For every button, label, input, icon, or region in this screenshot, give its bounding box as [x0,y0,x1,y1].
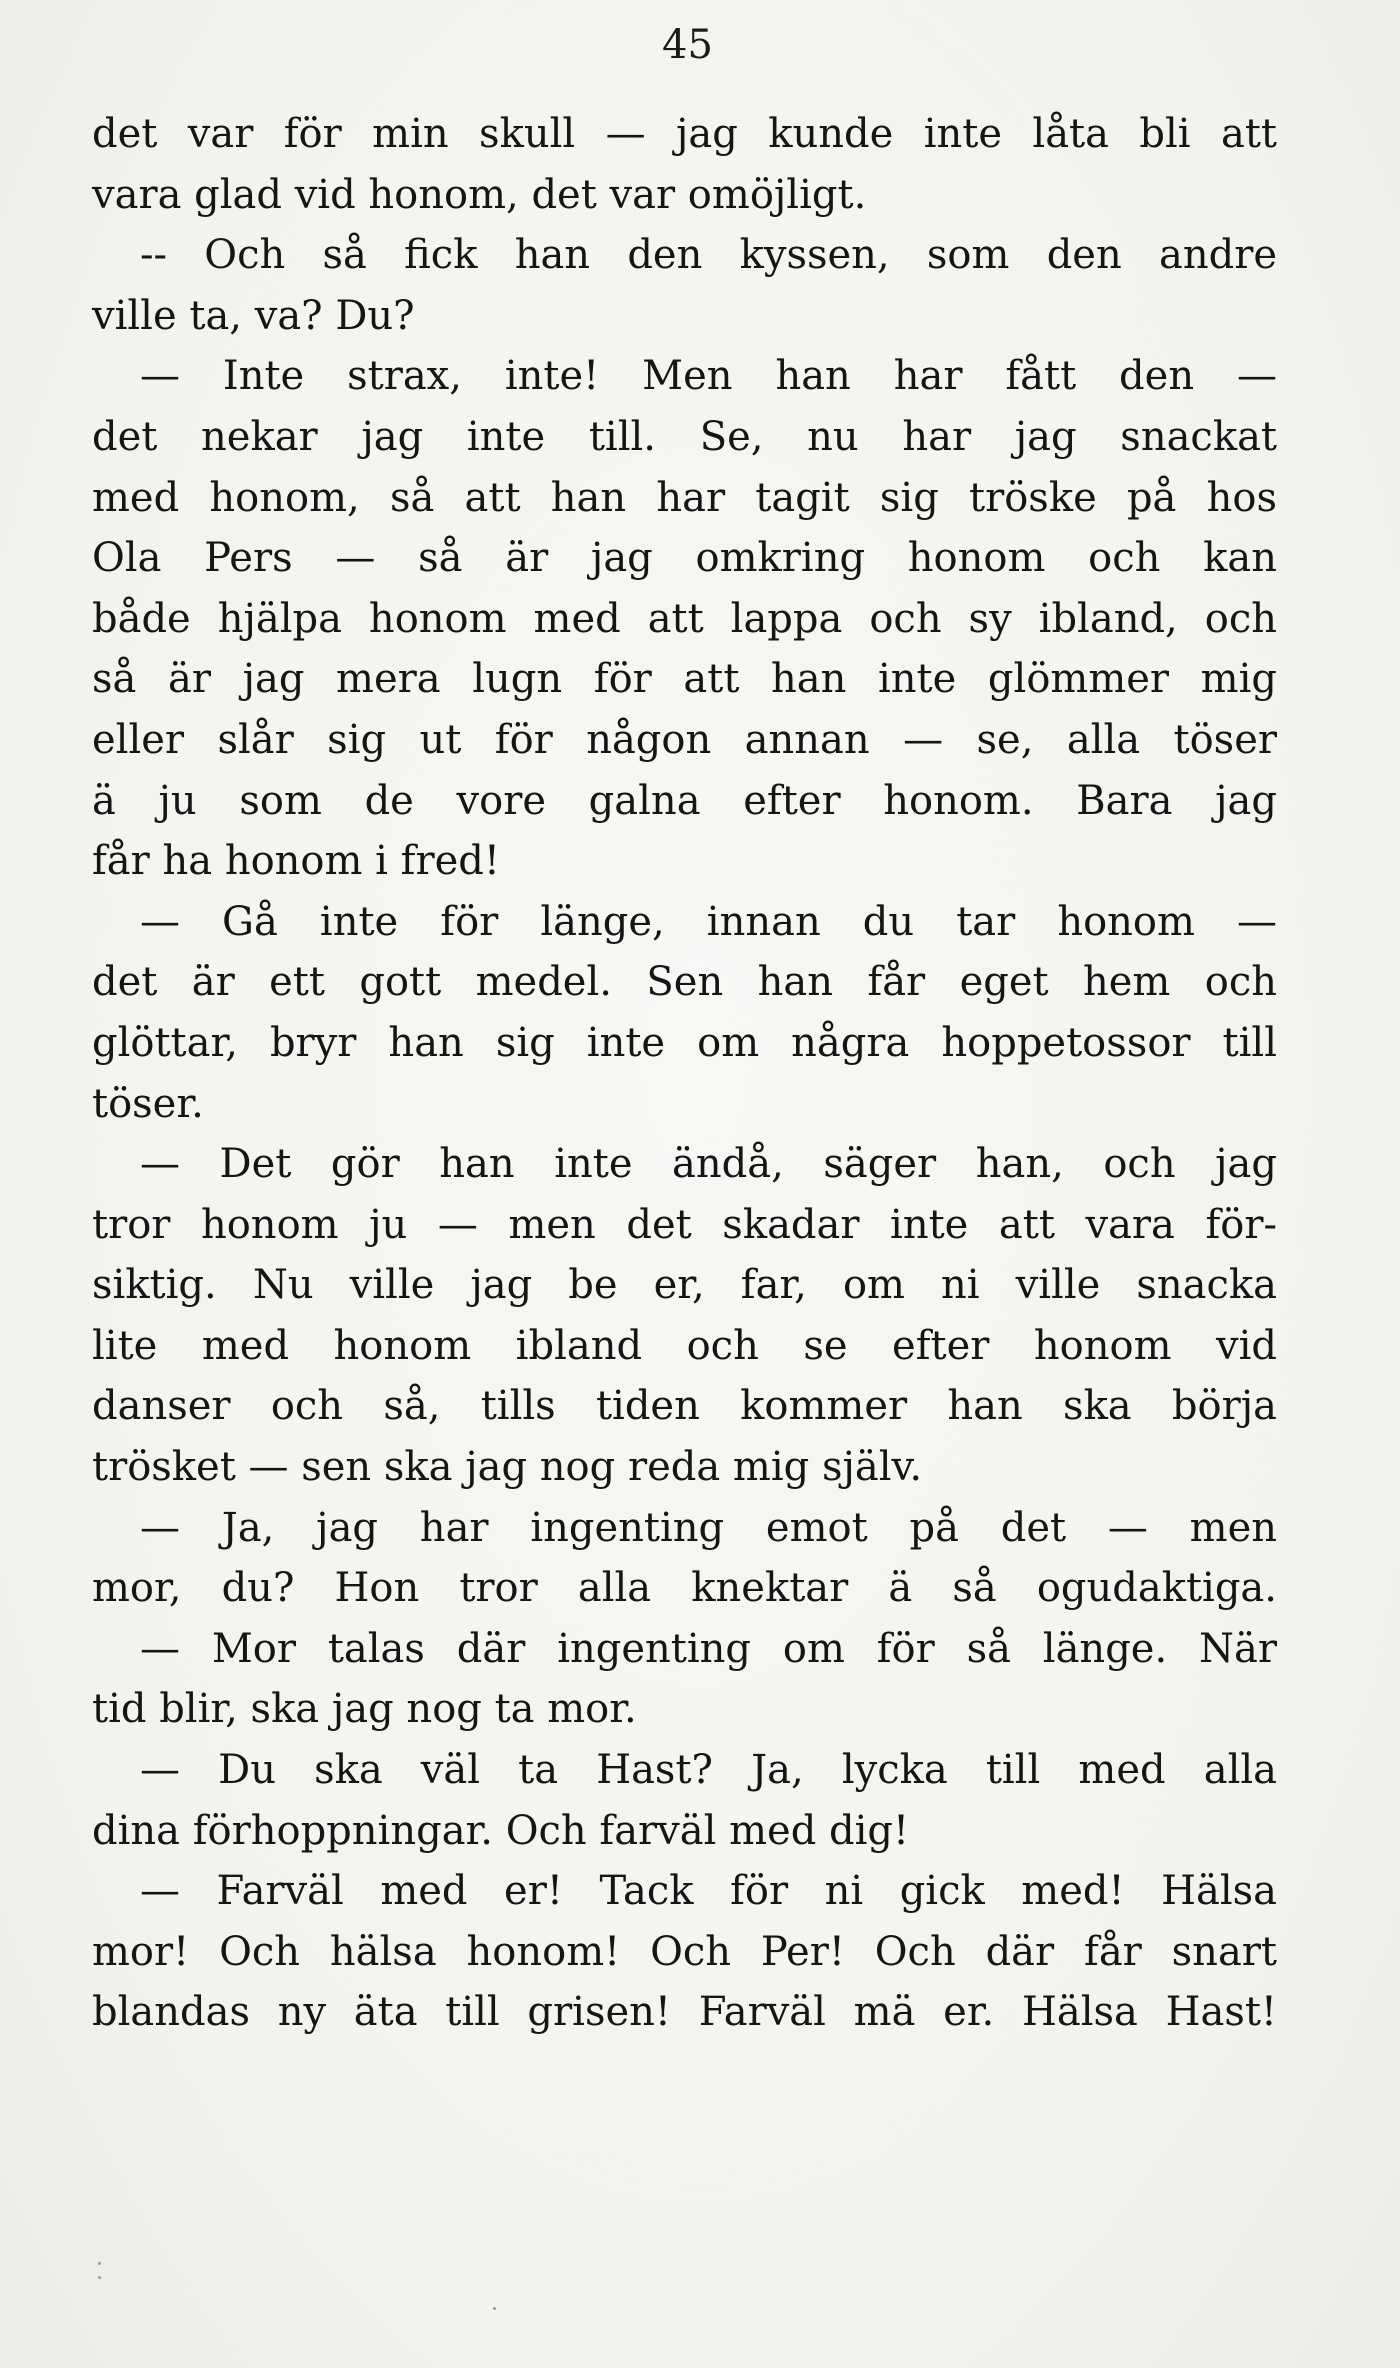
text-line: ä ju som de vore galna efter honom. Bara jag [92,777,1277,824]
text-line: det är ett gott medel. Sen han får eget hem och [92,959,1277,1006]
text-line: -- Och så fick han den kyssen, som den andre [140,232,1277,279]
text-line: — Ja, jag har ingenting emot på det — men [140,1504,1277,1551]
text-line: med honom, så att han har tagit sig tröske på hos [92,474,1277,521]
text-line: ville ta, va? Du? [92,292,415,339]
text-line: Ola Pers — så är jag omkring honom och kan [92,535,1277,582]
text-line: dina förhoppningar. Och farväl med dig! [92,1807,910,1854]
body-text [92,104,1277,2043]
text-line: — Inte strax, inte! Men han har fått den — [140,353,1277,400]
text-line: tid blir, ska jag nog ta mor. [92,1686,637,1733]
text-line: så är jag mera lugn för att han inte glömmer mig [92,656,1277,703]
text-line: mor, du? Hon tror alla knektar ä så ogudaktiga. [92,1565,1277,1612]
text-line: både hjälpa honom med att lappa och sy ibland, och [92,595,1277,642]
text-line: — Gå inte för länge, innan du tar honom — [140,898,1277,945]
text-line: får ha honom i fred! [92,838,500,885]
paper-speck [493,2307,496,2310]
text-line: mor! Och hälsa honom! Och Per! Och där får snart [92,1928,1277,1975]
text-line: — Farväl med er! Tack för ni gick med! Hälsa [140,1868,1277,1915]
text-line: siktig. Nu ville jag be er, far, om ni ville snacka [92,1262,1277,1309]
text-line: det var för min skull — jag kunde inte låta bli att [92,111,1277,157]
text-line: trösket — sen ska jag nog reda mig själv. [92,1444,923,1491]
text-line: — Mor talas där ingenting om för så länge. När [140,1625,1277,1672]
text-line: — Du ska väl ta Hast? Ja, lycka till med alla [140,1747,1277,1794]
text-line: tror honom ju — men det skadar inte att vara för- [92,1201,1277,1248]
text-line: glöttar, bryr han sig inte om några hoppetossor till [92,1019,1277,1066]
text-line: vara glad vid honom, det var omöjligt. [92,171,867,218]
text-line: töser. [92,1080,204,1127]
page-number: 45 [662,22,713,68]
paper-speck [98,2276,101,2279]
text-line: lite med honom ibland och se efter honom vid [92,1322,1277,1369]
text-line: blandas ny äta till grisen! Farväl mä er. Hälsa Hast! [92,1989,1277,2036]
text-line: danser och så, tills tiden kommer han ska börja [92,1383,1277,1430]
text-line: det nekar jag inte till. Se, nu har jag snackat [92,413,1277,460]
paper-speck [98,2262,101,2265]
text-line: eller slår sig ut för någon annan — se, alla töser [92,716,1277,763]
text-line: — Det gör han inte ändå, säger han, och jag [140,1141,1277,1188]
